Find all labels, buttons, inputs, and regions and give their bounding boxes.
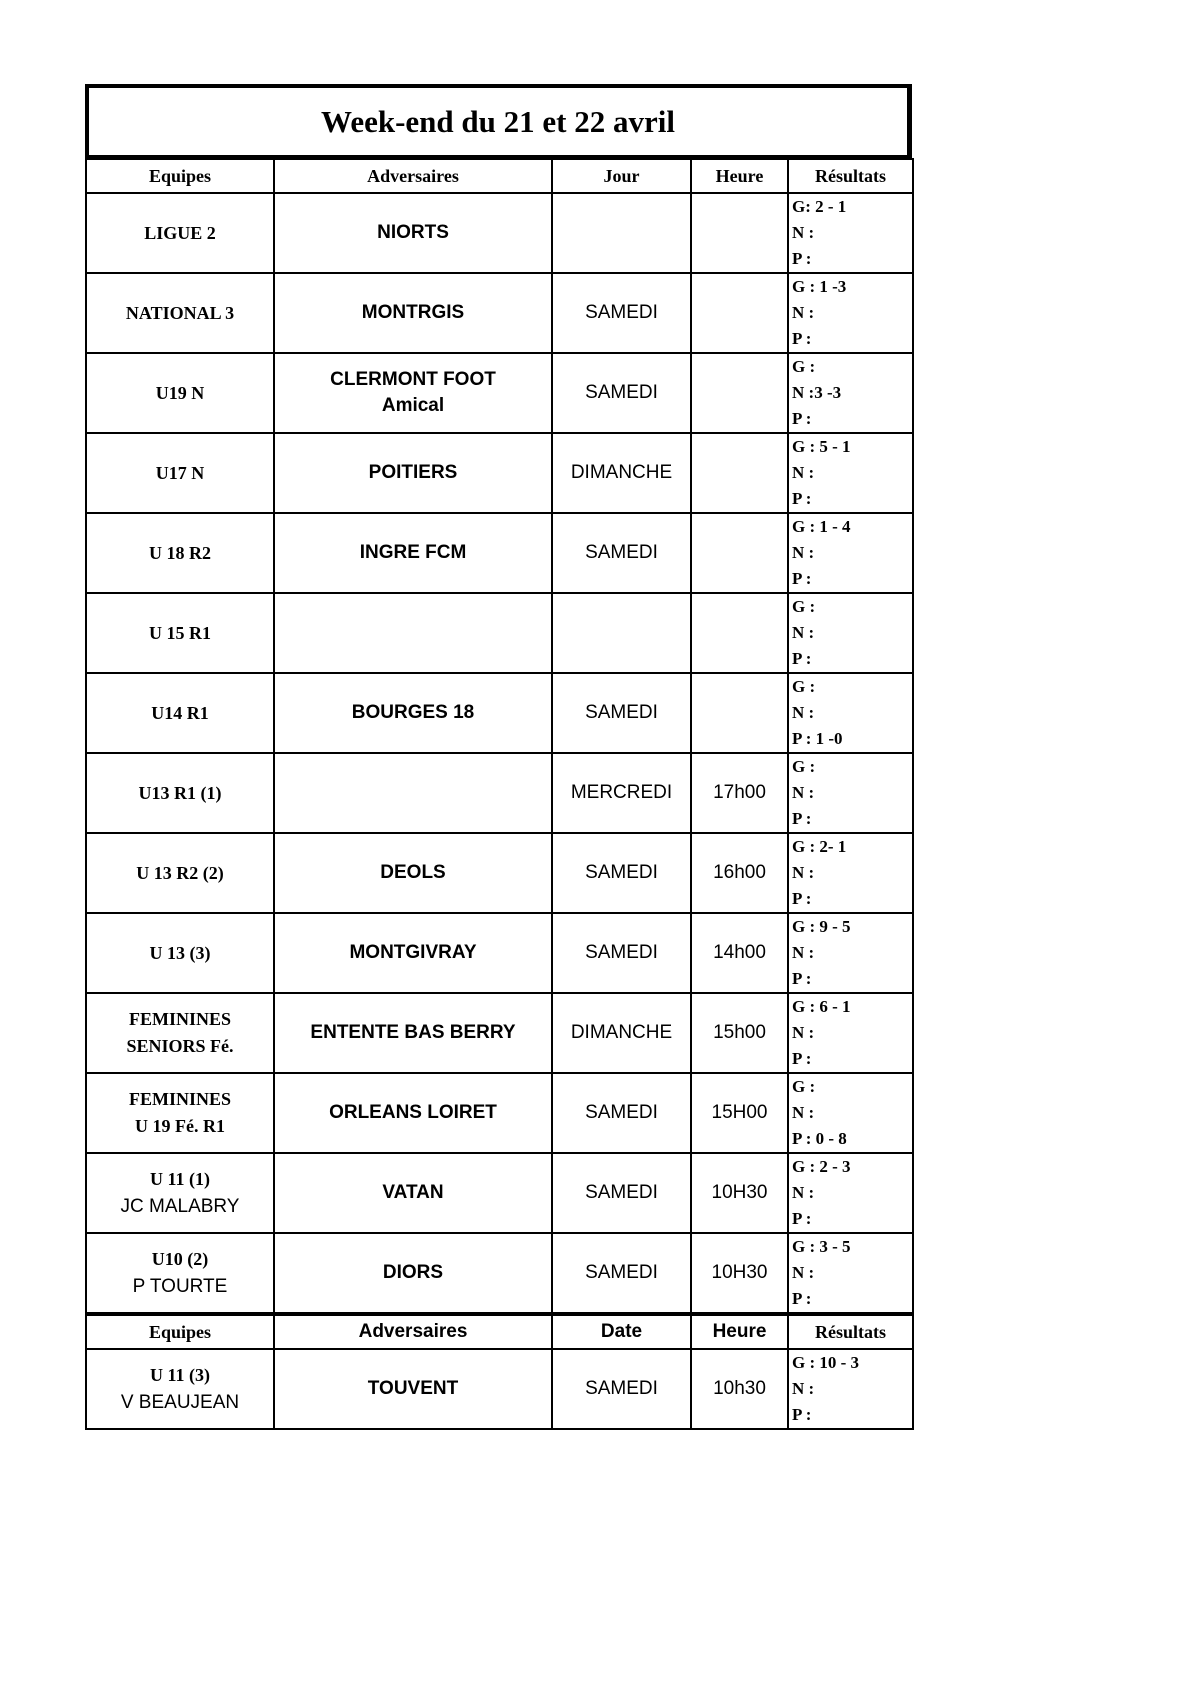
result-win: G : xyxy=(792,357,816,376)
result-draw: N : xyxy=(792,703,815,722)
result-draw: N : xyxy=(792,863,815,882)
result-win: G : xyxy=(792,677,816,696)
header-equipes: Equipes xyxy=(86,159,274,193)
day-cell: SAMEDI xyxy=(552,1073,691,1153)
team-cell xyxy=(86,753,274,833)
table-row xyxy=(86,433,913,513)
result-draw: N :3 -3 xyxy=(792,383,842,402)
day-cell: SAMEDI xyxy=(552,513,691,593)
table-row xyxy=(86,913,913,993)
result-cell xyxy=(788,353,913,433)
hour-cell xyxy=(691,273,788,353)
result-win: G : 1 -3 xyxy=(792,277,847,296)
result-win: G : 5 - 1 xyxy=(792,437,851,456)
table-row xyxy=(86,673,913,753)
opponent-cell xyxy=(274,673,552,753)
day-cell: SAMEDI xyxy=(552,833,691,913)
opponent-cell xyxy=(274,353,552,433)
hour-cell xyxy=(691,433,788,513)
hour-cell xyxy=(691,193,788,273)
table-row xyxy=(86,593,913,673)
result-win: G : 9 - 5 xyxy=(792,917,851,936)
opponent-cell xyxy=(274,1233,552,1314)
table-subheader xyxy=(86,1314,913,1349)
result-draw: N : xyxy=(792,623,815,642)
team-cell xyxy=(86,1153,274,1233)
team-name: U 18 R2 xyxy=(149,542,211,563)
opponent-cell xyxy=(274,1073,552,1153)
team-name: U19 N xyxy=(155,382,205,403)
subheader-equipes: Equipes xyxy=(86,1314,274,1349)
opponent-cell xyxy=(274,833,552,913)
hour-cell: 14h00 xyxy=(691,913,788,993)
day-cell xyxy=(552,593,691,673)
opponent-name: MONTRGIS xyxy=(361,302,465,323)
result-loss: P : xyxy=(792,649,812,668)
opponent-cell xyxy=(274,753,552,833)
schedule-sheet xyxy=(85,84,912,1430)
team-name: U 11 (1) xyxy=(150,1169,210,1189)
result-draw: N : xyxy=(792,1103,815,1122)
team-name: U 11 (3) xyxy=(150,1365,210,1385)
result-win: G : 2- 1 xyxy=(792,837,847,856)
result-cell xyxy=(788,513,913,593)
hour-cell xyxy=(691,513,788,593)
hour-cell: 10h30 xyxy=(691,1349,788,1429)
team-cell xyxy=(86,673,274,753)
table-row xyxy=(86,193,913,273)
result-loss: P : 1 -0 xyxy=(792,729,843,748)
day-cell: SAMEDI xyxy=(552,273,691,353)
result-loss: P : 0 - 8 xyxy=(792,1129,847,1148)
team-cell xyxy=(86,433,274,513)
result-win: G : xyxy=(792,1077,816,1096)
table-row xyxy=(86,833,913,913)
team-name: FEMININES xyxy=(128,1089,231,1109)
team-cell xyxy=(86,1233,274,1314)
opponent-cell xyxy=(274,993,552,1073)
hour-cell xyxy=(691,593,788,673)
subheader-date: Date xyxy=(552,1314,691,1349)
team-name: U10 (2) xyxy=(151,1249,209,1269)
hour-cell: 17h00 xyxy=(691,753,788,833)
result-win: G : 2 - 3 xyxy=(792,1157,851,1176)
result-win: G : xyxy=(792,597,816,616)
subheader-resultats: Résultats xyxy=(788,1314,913,1349)
team-cell xyxy=(86,193,274,273)
team-cell xyxy=(86,353,274,433)
opponent-name: ENTENTE BAS BERRY xyxy=(310,1022,516,1043)
result-win: G: 2 - 1 xyxy=(792,197,847,216)
day-cell: DIMANCHE xyxy=(552,993,691,1073)
team-category: U 19 Fé. R1 xyxy=(135,1116,225,1136)
result-draw: N : xyxy=(792,463,815,482)
result-cell xyxy=(788,1349,913,1429)
header-adversaires: Adversaires xyxy=(274,159,552,193)
team-category: SENIORS Fé. xyxy=(126,1036,234,1056)
result-win: G : xyxy=(792,757,816,776)
result-win: G : 10 - 3 xyxy=(792,1353,860,1372)
result-cell xyxy=(788,753,913,833)
table-row xyxy=(86,1073,913,1153)
team-coach: P TOURTE xyxy=(132,1276,228,1297)
opponent-name: BOURGES 18 xyxy=(351,702,475,723)
opponent-cell xyxy=(274,913,552,993)
opponent-cell xyxy=(274,593,552,673)
table-row xyxy=(86,353,913,433)
table-row xyxy=(86,753,913,833)
team-cell xyxy=(86,913,274,993)
result-loss: P : xyxy=(792,1289,812,1308)
result-cell xyxy=(788,1233,913,1314)
day-cell: MERCREDI xyxy=(552,753,691,833)
team-name: FEMININES xyxy=(128,1009,231,1029)
result-loss: P : xyxy=(792,1049,812,1068)
team-cell xyxy=(86,1073,274,1153)
table-row xyxy=(86,993,913,1073)
result-cell xyxy=(788,913,913,993)
opponent-name: INGRE FCM xyxy=(359,542,467,563)
result-draw: N : xyxy=(792,943,815,962)
team-name: U 13 R2 (2) xyxy=(136,862,224,883)
header-heure: Heure xyxy=(691,159,788,193)
team-name: U13 R1 (1) xyxy=(138,782,222,803)
opponent-name: ORLEANS LOIRET xyxy=(329,1102,497,1123)
opponent-note: Amical xyxy=(381,395,445,416)
team-name: U 13 (3) xyxy=(149,942,211,963)
team-cell xyxy=(86,1349,274,1429)
result-loss: P : xyxy=(792,969,812,988)
team-cell xyxy=(86,833,274,913)
result-cell xyxy=(788,1153,913,1233)
result-loss: P : xyxy=(792,569,812,588)
result-cell xyxy=(788,833,913,913)
header-jour: Jour xyxy=(552,159,691,193)
day-cell: SAMEDI xyxy=(552,1349,691,1429)
page-title: Week-end du 21 et 22 avril xyxy=(85,84,912,158)
table-row xyxy=(86,1349,913,1429)
team-coach: JC MALABRY xyxy=(120,1196,240,1217)
opponent-name: VATAN xyxy=(382,1182,444,1203)
subheader-heure: Heure xyxy=(691,1314,788,1349)
result-draw: N : xyxy=(792,543,815,562)
result-loss: P : xyxy=(792,889,812,908)
opponent-cell xyxy=(274,433,552,513)
opponent-name: DIORS xyxy=(382,1262,444,1283)
result-cell xyxy=(788,193,913,273)
team-cell xyxy=(86,993,274,1073)
opponent-cell xyxy=(274,273,552,353)
result-draw: N : xyxy=(792,1183,815,1202)
day-cell: SAMEDI xyxy=(552,673,691,753)
table-row xyxy=(86,1233,913,1314)
header-resultats: Résultats xyxy=(788,159,913,193)
day-cell: SAMEDI xyxy=(552,1153,691,1233)
team-cell xyxy=(86,593,274,673)
team-coach: V BEAUJEAN xyxy=(120,1392,240,1413)
table-row xyxy=(86,273,913,353)
subheader-adversaires: Adversaires xyxy=(274,1314,552,1349)
table-row xyxy=(86,1153,913,1233)
opponent-name: MONTGIVRAY xyxy=(349,942,477,963)
hour-cell xyxy=(691,673,788,753)
day-cell: DIMANCHE xyxy=(552,433,691,513)
opponent-cell xyxy=(274,193,552,273)
result-cell xyxy=(788,593,913,673)
opponent-name: NIORTS xyxy=(377,222,449,243)
day-cell: SAMEDI xyxy=(552,913,691,993)
opponent-name: POITIERS xyxy=(368,462,458,483)
team-name: U17 N xyxy=(155,462,205,483)
table-header xyxy=(86,159,913,193)
opponent-cell xyxy=(274,1153,552,1233)
result-win: G : 1 - 4 xyxy=(792,517,851,536)
team-name: NATIONAL 3 xyxy=(125,302,235,323)
day-cell: SAMEDI xyxy=(552,353,691,433)
opponent-name: CLERMONT FOOT xyxy=(330,369,496,390)
table-row xyxy=(86,513,913,593)
hour-cell xyxy=(691,353,788,433)
result-loss: P : xyxy=(792,489,812,508)
result-loss: P : xyxy=(792,329,812,348)
team-cell xyxy=(86,513,274,593)
opponent-name: DEOLS xyxy=(380,862,446,883)
team-cell xyxy=(86,273,274,353)
result-loss: P : xyxy=(792,809,812,828)
result-draw: N : xyxy=(792,1023,815,1042)
result-win: G : 6 - 1 xyxy=(792,997,851,1016)
result-cell xyxy=(788,673,913,753)
result-cell xyxy=(788,273,913,353)
result-draw: N : xyxy=(792,1263,815,1282)
team-name: U 15 R1 xyxy=(149,622,211,643)
hour-cell: 16h00 xyxy=(691,833,788,913)
team-name: LIGUE 2 xyxy=(144,222,216,243)
hour-cell: 15h00 xyxy=(691,993,788,1073)
result-cell xyxy=(788,1073,913,1153)
result-loss: P : xyxy=(792,1405,812,1424)
day-cell xyxy=(552,193,691,273)
team-name: U14 R1 xyxy=(151,702,209,723)
hour-cell: 10H30 xyxy=(691,1233,788,1314)
result-loss: P : xyxy=(792,1209,812,1228)
result-loss: P : xyxy=(792,409,812,428)
result-draw: N : xyxy=(792,223,815,242)
result-draw: N : xyxy=(792,783,815,802)
result-loss: P : xyxy=(792,249,812,268)
day-cell: SAMEDI xyxy=(552,1233,691,1314)
schedule-table xyxy=(85,158,914,1430)
result-win: G : 3 - 5 xyxy=(792,1237,851,1256)
result-cell xyxy=(788,993,913,1073)
result-draw: N : xyxy=(792,1379,815,1398)
opponent-cell xyxy=(274,513,552,593)
opponent-cell: TOUVENT xyxy=(274,1349,552,1429)
result-cell xyxy=(788,433,913,513)
hour-cell: 10H30 xyxy=(691,1153,788,1233)
hour-cell: 15H00 xyxy=(691,1073,788,1153)
result-draw: N : xyxy=(792,303,815,322)
